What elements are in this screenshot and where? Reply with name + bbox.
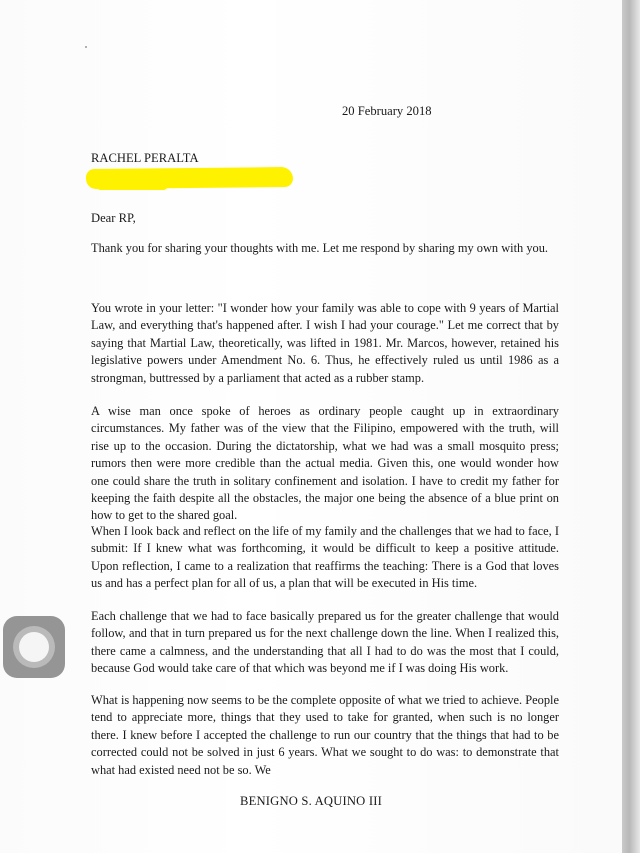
- paper-speck: [85, 46, 87, 48]
- assistive-touch-button[interactable]: [3, 616, 65, 678]
- salutation: Dear RP,: [91, 211, 136, 225]
- signature: BENIGNO S. AQUINO III: [239, 794, 383, 808]
- paragraph-5: Each challenge that we had to face basically prepared us for the greater challenge that would follow, and that in turn prepared us for the next challenge down the line. When I realized this, there came a calmness, and the understanding that all I had to do was the most that I could, because God would take care of that which was beyond me if I was doing His work.: [91, 609, 559, 676]
- assistive-touch-icon: [13, 626, 55, 668]
- redaction-highlight: [86, 167, 293, 189]
- page-edge-shadow: [622, 0, 640, 853]
- paragraph-4: When I look back and reflect on the life of my family and the challenges that we had to face, I submit: If I knew what was forthcoming, it would be difficult to keep a positive attitude. Upon reflection, I came to a realization that reaffirms the teaching: There is a God that loves us and has a perfect plan for all of us, a plan that will be executed in His time.: [91, 524, 559, 591]
- paragraph-2: You wrote in your letter: "I wonder how your family was able to cope with 9 years of Martial Law, and everything that's happened after. I wish I had your courage." Let me correct that by saying that Martial Law, theoretically, was lifted in 1981. Mr. Marcos, however, retained his legislative powers under Amendment No. 6. Thus, he effectively ruled us until 1986 as a strongman, buttressed by a parliament that acted as a rubber stamp.: [91, 301, 559, 385]
- letter-date: 20 February 2018: [342, 104, 432, 118]
- paragraph-6: What is happening now seems to be the complete opposite of what we tried to achieve. People tend to appreciate more, things that they used to take for granted, when such is no longer there. I knew before I accepted the challenge to run our country that the things that had to be corrected could not be solved in just 6 years. What we sought to do was: to demonstrate that what had existed need not be so. We: [91, 693, 559, 777]
- paragraph-3: A wise man once spoke of heroes as ordinary people caught up in extraordinary circumstances. My father was of the view that the Filipino, empowered with the truth, will rise up to the occasion. During the dictatorship, what we had was a small mosquito press; rumors then were more credible than the actual media. Given this, one would wonder how one could share the truth in solitary confinement and isolation. I have to credit my father for keeping the faith despite all the obstacles, the major one being the absence of a blue print on how to get to the shared goal.: [91, 404, 559, 523]
- paragraph-1: Thank you for sharing your thoughts with me. Let me respond by sharing my own with you.: [91, 241, 549, 255]
- assistive-touch-icon-core: [19, 632, 49, 662]
- recipient-name: RACHEL PERALTA: [91, 151, 199, 165]
